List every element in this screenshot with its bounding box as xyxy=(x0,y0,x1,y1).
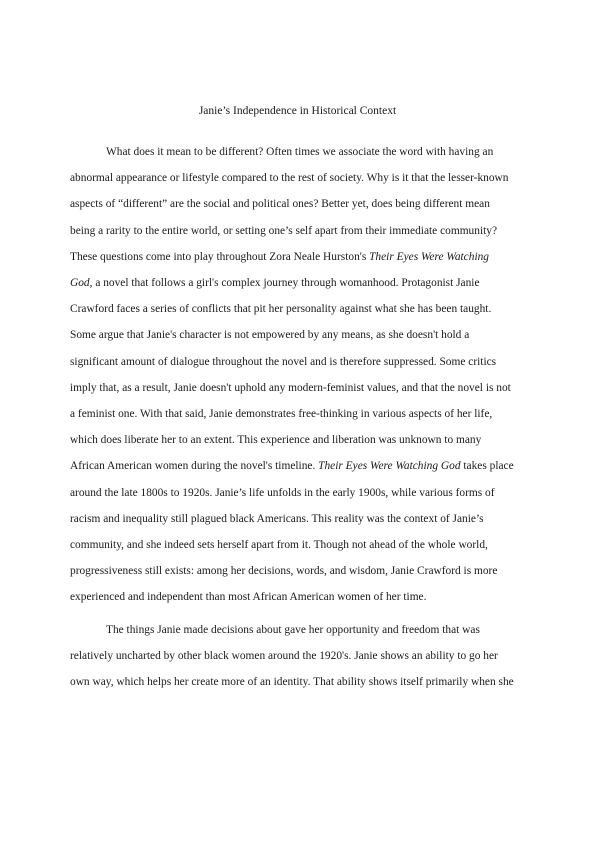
body-line xyxy=(70,458,514,474)
text-run: These questions come into play throughout Zora Neale Hurston's xyxy=(70,251,370,263)
body-line xyxy=(70,380,511,396)
body-line xyxy=(70,170,508,186)
text-run: African American women during the novel's timeline. xyxy=(70,460,319,472)
text-run: What does it mean to be different? Often times we associate the word with having an xyxy=(106,146,494,158)
text-run: takes place xyxy=(460,460,514,472)
text-run: Some argue that Janie's character is not empowered by any means, as she doesn't hold a xyxy=(70,329,470,341)
body-line xyxy=(70,354,496,370)
body-line xyxy=(70,589,426,605)
body-line xyxy=(70,537,488,553)
body-line xyxy=(70,196,490,212)
body-line xyxy=(106,622,480,638)
body-line xyxy=(70,563,497,579)
body-line xyxy=(70,648,498,664)
text-run: , a novel that follows a girl's complex journey through womanhood. Protagonist Janie xyxy=(89,277,480,289)
text-run: which does liberate her to an extent. This experience and liberation was unknown to many xyxy=(70,434,482,446)
text-run: racism and inequality still plagued black Americans. This reality was the context of Janie’s xyxy=(70,513,484,525)
text-run: community, and she indeed sets herself apart from it. Though not ahead of the whole world, xyxy=(70,539,488,551)
italic-text: Their Eyes Were Watching God xyxy=(318,460,461,472)
body-line xyxy=(70,485,495,501)
text-run: around the late 1800s to 1920s. Janie’s life unfolds in the early 1900s, while various forms of xyxy=(70,487,495,499)
text-run: own way, which helps her create more of an identity. That ability shows itself primarily when she xyxy=(70,676,514,688)
body-line xyxy=(106,144,493,160)
body-line xyxy=(70,301,491,317)
text-run: significant amount of dialogue throughout the novel and is therefore suppressed. Some critics xyxy=(70,356,497,368)
text-run: progressiveness still exists: among her decisions, words, and wisdom, Janie Crawford is more xyxy=(70,565,498,577)
text-run: aspects of “different” are the social and political ones? Better yet, does being different mean xyxy=(70,198,490,210)
text-run: being a rarity to the entire world, or setting one’s self apart from their immediate community? xyxy=(70,225,498,237)
body-line xyxy=(70,674,514,690)
text-run: abnormal appearance or lifestyle compared to the rest of society. Why is it that the lesser-known xyxy=(70,172,509,184)
body-line xyxy=(70,223,497,239)
text-run: a feminist one. With that said, Janie demonstrates free-thinking in various aspects of her life, xyxy=(70,408,493,420)
document-title: Janie’s Independence in Historical Context xyxy=(198,105,397,117)
italic-text: God xyxy=(70,277,90,289)
body-line xyxy=(70,511,484,527)
text-run: imply that, as a result, Janie doesn't uphold any modern-feminist values, and that the novel is not xyxy=(70,382,511,394)
text-run: Crawford faces a series of conflicts that pit her personality against what she has been taught. xyxy=(70,303,492,315)
body-line xyxy=(70,275,480,291)
body-line xyxy=(70,406,492,422)
body-line xyxy=(70,249,489,265)
text-run: relatively uncharted by other black women around the 1920's. Janie shows an ability to go her xyxy=(70,650,498,662)
body-line xyxy=(70,432,481,448)
italic-text: Their Eyes Were Watching xyxy=(369,251,489,263)
body-line xyxy=(70,327,469,343)
text-run: The things Janie made decisions about gave her opportunity and freedom that was xyxy=(106,624,480,636)
text-run: experienced and independent than most African American women of her time. xyxy=(70,591,427,603)
